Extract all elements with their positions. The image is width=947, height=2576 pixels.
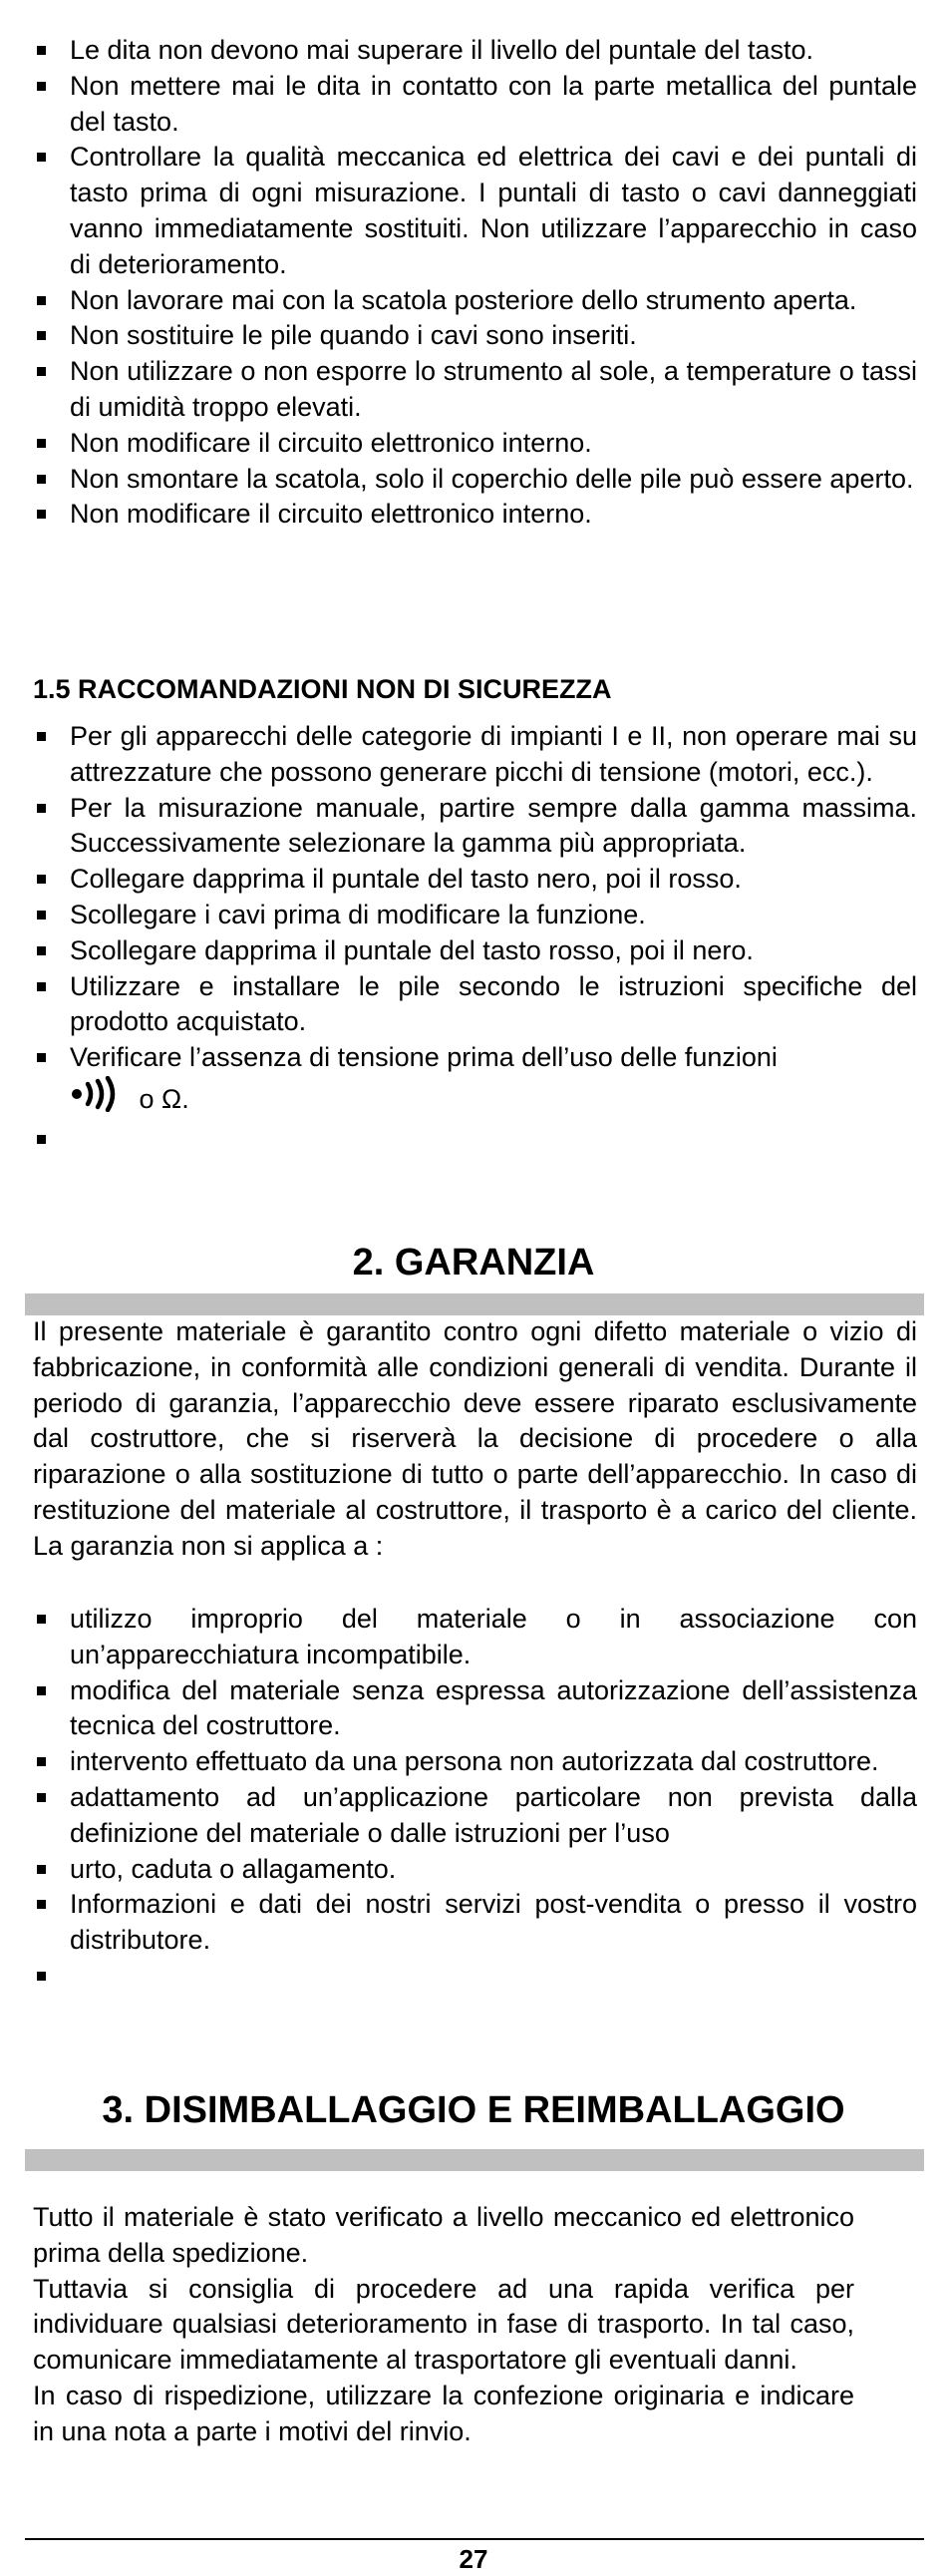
bullet-square-icon bbox=[37, 475, 46, 484]
list-item bbox=[33, 898, 947, 933]
list-item bbox=[33, 462, 947, 498]
section-3-heading: 3. DISIMBALLAGGIO E REIMBALLAGGIO bbox=[102, 2089, 845, 2131]
list-item bbox=[33, 1852, 947, 1888]
list-item bbox=[33, 862, 947, 898]
list-item bbox=[33, 1602, 947, 1673]
bullet-square-icon bbox=[37, 82, 46, 91]
list-item-text: Verificare l’assenza di tensione prima dell’uso delle funzioni bbox=[70, 1042, 778, 1073]
bullet-square-icon bbox=[37, 911, 46, 920]
section-3-rule bbox=[25, 2149, 924, 2171]
bullet-square-icon bbox=[37, 1865, 46, 1874]
list-item-text: Non smontare la scatola, solo il coperchio delle pile può essere aperto. bbox=[70, 463, 914, 494]
list-item bbox=[33, 69, 947, 141]
list-item-text: Scollegare i cavi prima di modificare la funzione. bbox=[70, 899, 646, 929]
bullet-square-icon bbox=[37, 804, 46, 813]
recommendations-list bbox=[33, 719, 947, 1122]
footer-rule bbox=[25, 2538, 924, 2540]
safety-list bbox=[33, 33, 947, 533]
list-item-text: utilizzo improprio del materiale o in associazione con un’apparecchiatura incompatibile. bbox=[70, 1604, 917, 1669]
list-item bbox=[33, 426, 947, 462]
list-item-text: Non utilizzare o non esporre lo strumento al sole, a temperature o tassi di umidità troppo elevati. bbox=[70, 356, 917, 422]
list-item bbox=[33, 1780, 947, 1852]
list-item-text: Non modificare il circuito elettronico interno. bbox=[70, 499, 592, 530]
bullet-square-icon bbox=[37, 1615, 46, 1624]
bullet-square-icon bbox=[37, 439, 46, 448]
list-item-text: modifica del materiale senza espressa autorizzazione dell’assistenza tecnica del costruttore. bbox=[70, 1674, 917, 1741]
list-item-text: Le dita non devono mai superare il livello del puntale del tasto. bbox=[70, 35, 813, 65]
section-1-5-heading: 1.5 RACCOMANDAZIONI NON DI SICUREZZA bbox=[33, 674, 612, 704]
bullet-square-icon bbox=[37, 1757, 46, 1766]
list-item bbox=[33, 318, 947, 354]
list-item-text: Controllare la qualità meccanica ed elettrica dei cavi e dei puntali di tasto prima di ogni misurazione. I puntali di tasto o cavi danneggiati vanno immediatamente sostituiti. Non utilizzare l’apparecchio in caso di deterioramento. bbox=[70, 142, 917, 279]
bullet-square-icon bbox=[37, 367, 46, 376]
list-item bbox=[33, 33, 947, 69]
page-number: 27 bbox=[459, 2544, 488, 2574]
bullet-square-icon bbox=[37, 946, 46, 955]
bullet-square-icon bbox=[37, 982, 46, 991]
section-2-heading: 2. GARANZIA bbox=[352, 1242, 595, 1284]
list-item bbox=[33, 1887, 947, 1959]
bullet-square-icon bbox=[37, 1686, 46, 1695]
bullet-square-icon bbox=[37, 510, 46, 519]
bullet-square-icon bbox=[37, 153, 46, 162]
list-item-text: adattamento ad un’applicazione particolare non prevista dalla definizione del materiale o dalle istruzioni per l’uso bbox=[70, 1781, 917, 1848]
list-item bbox=[33, 1673, 947, 1745]
list-item bbox=[33, 283, 947, 319]
warranty-exclusions-list bbox=[33, 1602, 947, 1959]
bullet-square-icon bbox=[37, 1135, 46, 1144]
bullet-square-icon bbox=[37, 296, 46, 305]
sound-wave-icon bbox=[70, 1076, 132, 1122]
list-item-text: Non modificare il circuito elettronico interno. bbox=[70, 427, 592, 458]
bullet-square-icon bbox=[37, 1972, 46, 1981]
list-item-text: urto, caduta o allagamento. bbox=[70, 1853, 397, 1884]
bullet-square-icon bbox=[37, 46, 46, 55]
section-3-paragraph-2: Tuttavia si consiglia di procedere ad una rapida verifica per individuare qualsiasi deterioramento in fase di trasporto. In tal caso, comunicare immediatamente al trasportatore gli eventuali danni. bbox=[33, 2273, 854, 2376]
list-item bbox=[33, 791, 947, 863]
bullet-square-icon bbox=[37, 732, 46, 741]
list-item-text: Per gli apparecchi delle categorie di impianti I e II, non operare mai su attrezzature che possono generare picchi di tensione (motori, ecc.). bbox=[70, 721, 917, 787]
list-item bbox=[33, 497, 947, 533]
list-item-text: intervento effettuato da una persona non autorizzata dal costruttore. bbox=[70, 1746, 879, 1777]
list-item-tail: o Ω. bbox=[132, 1083, 189, 1114]
section-3-paragraph-1: Tutto il materiale è stato verificato a livello meccanico ed elettronico prima della spedizione. bbox=[33, 2202, 854, 2268]
list-item bbox=[33, 1040, 947, 1122]
section-3-paragraph-3: In caso di rispedizione, utilizzare la confezione originaria e indicare in una nota a parte i motivi del rinvio. bbox=[33, 2380, 854, 2446]
section-3-body bbox=[0, 2200, 884, 2450]
list-item-text: Non lavorare mai con la scatola posteriore dello strumento aperta. bbox=[70, 284, 857, 315]
list-item-text: Collegare dapprima il puntale del tasto nero, poi il rosso. bbox=[70, 864, 742, 895]
list-item-text: Utilizzare e installare le pile secondo le istruzioni specifiche del prodotto acquistato. bbox=[70, 970, 917, 1037]
bullet-square-icon bbox=[37, 1793, 46, 1802]
list-item bbox=[33, 354, 947, 426]
list-item bbox=[33, 933, 947, 969]
list-item bbox=[33, 1744, 947, 1780]
list-item-text: Scollegare dapprima il puntale del tasto rosso, poi il nero. bbox=[70, 934, 754, 965]
list-item bbox=[33, 719, 947, 791]
list-item-text: Per la misurazione manuale, partire sempre dalla gamma massima. Successivamente selezionare la gamma più appropriata. bbox=[70, 792, 917, 859]
bullet-square-icon bbox=[37, 875, 46, 884]
list-item-text: Non sostituire le pile quando i cavi sono inseriti. bbox=[70, 320, 637, 351]
list-item-text: Non mettere mai le dita in contatto con la parte metallica del puntale del tasto. bbox=[70, 70, 917, 137]
list-item bbox=[33, 969, 947, 1041]
list-item-text: Informazioni e dati dei nostri servizi post-vendita o presso il vostro distributore. bbox=[70, 1889, 917, 1956]
bullet-square-icon bbox=[37, 1053, 46, 1062]
section-2-rule bbox=[25, 1293, 924, 1315]
bullet-square-icon bbox=[37, 331, 46, 340]
section-2-paragraph: Il presente materiale è garantito contro ogni difetto materiale o vizio di fabbricazione, in conformità alle condizioni generali di vendita. Durante il periodo di garanzia, l’apparecchio deve essere riparato esclusivamente dal costruttore, che si riserverà la decisione di procedere o alla riparazione o alla sostituzione di tutto o parte dell’apparecchio. In caso di restituzione del materiale al costruttore, il trasporto è a carico del cliente. La garanzia non si applica a : bbox=[33, 1316, 917, 1561]
list-item bbox=[33, 140, 947, 282]
bullet-square-icon bbox=[37, 1900, 46, 1909]
